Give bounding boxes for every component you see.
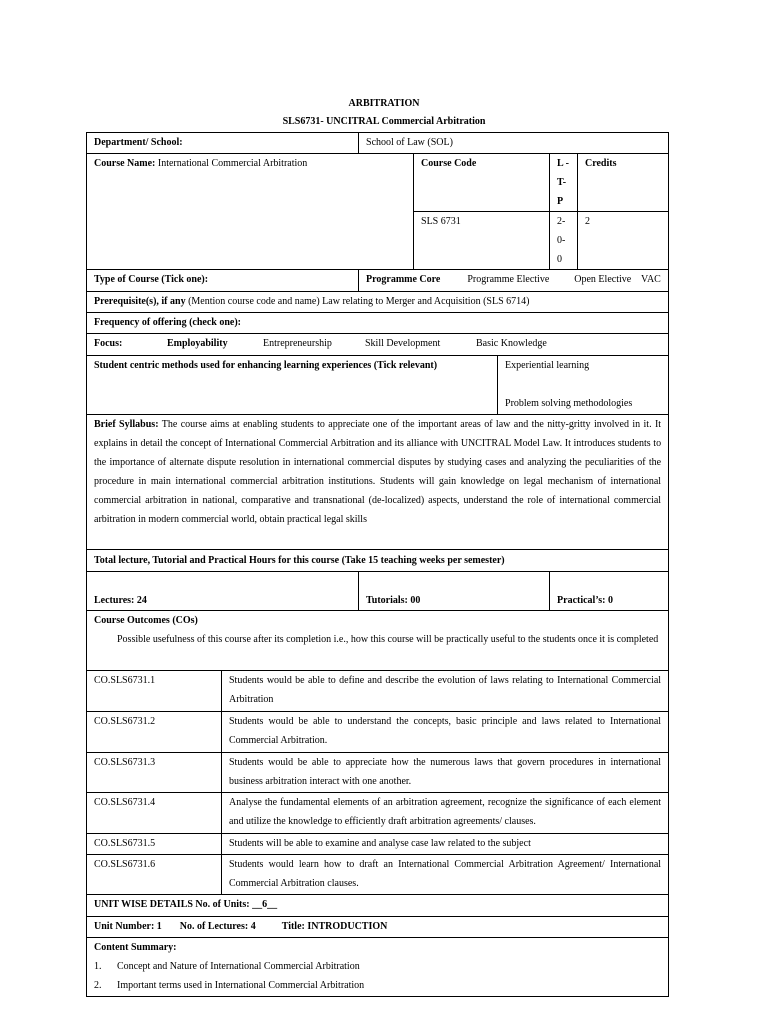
- course-code-value: SLS 6731: [414, 212, 550, 270]
- co-text: Analyse the fundamental elements of an arbitration agreement, recognize the significance of each element and utilize the knowledge to efficiently draft arbitration agreements/ clauses.: [222, 793, 669, 834]
- co-code: CO.SLS6731.2: [87, 712, 222, 753]
- table-row: [87, 753, 669, 793]
- co-code: CO.SLS6731.3: [87, 753, 222, 793]
- co-text: Students will be able to examine and analyse case law related to the subject: [222, 834, 669, 855]
- focus-row: [87, 334, 669, 356]
- content-summary-list: [94, 957, 661, 995]
- practicals-count: Practical’s: 0: [550, 572, 669, 611]
- credits-value: 2: [578, 212, 669, 270]
- list-item: 1. Concept and Nature of International Commercial Arbitration: [94, 961, 360, 972]
- co-code: CO.SLS6731.5: [87, 834, 222, 855]
- content-summary-cell: [87, 938, 669, 997]
- outcomes-label: Course Outcomes (COs): [94, 615, 198, 626]
- option-programme-elective[interactable]: Programme Elective: [467, 274, 550, 285]
- prerequisite-cell: [87, 292, 669, 313]
- prerequisite-value: (Mention course code and name) Law relating to Merger and Acquisition (SLS 6714): [188, 296, 530, 307]
- methods-list: [498, 356, 669, 415]
- units-label: UNIT WISE DETAILS No. of Units: __6__: [87, 895, 669, 917]
- department-value: School of Law (SOL): [359, 133, 669, 154]
- co-code: CO.SLS6731.6: [87, 855, 222, 895]
- course-code-label: Course Code: [414, 154, 550, 212]
- table-row: [87, 834, 669, 855]
- table-row: [87, 671, 669, 712]
- ltp-value: 2-0-0: [550, 212, 578, 270]
- course-name-cell: [87, 154, 414, 270]
- frequency-label: Frequency of offering (check one):: [87, 313, 669, 334]
- option-open-elective[interactable]: Open Elective: [574, 274, 632, 285]
- focus-skill-development[interactable]: Skill Development: [365, 338, 441, 349]
- methods-label: Student centric methods used for enhancing learning experiences (Tick relevant): [87, 356, 498, 415]
- hours-label: Total lecture, Tutorial and Practical Hours for this course (Take 15 teaching weeks per semester): [87, 550, 669, 572]
- list-item: 2. Important terms used in International Commercial Arbitration: [94, 980, 365, 991]
- co-text: Students would be able to understand the concepts, basic principle and laws related to International Commercial Arbitration.: [222, 712, 669, 753]
- unit-lectures: No. of Lectures: 4: [179, 921, 256, 932]
- outcomes-header-cell: [87, 611, 669, 671]
- co-code: CO.SLS6731.1: [87, 671, 222, 712]
- option-vac[interactable]: VAC: [641, 274, 661, 285]
- lectures-count: Lectures: 24: [87, 572, 359, 611]
- content-summary-label: Content Summary:: [94, 942, 177, 953]
- prerequisite-label: Prerequisite(s), if any: [94, 296, 186, 307]
- method-problem-solving: Problem solving methodologies: [505, 398, 633, 409]
- document-title: ARBITRATION: [348, 98, 420, 109]
- outcomes-intro: Possible usefulness of this course after its completion i.e., how this course will be practically useful to the students once it is completed: [117, 634, 659, 645]
- course-name-label: Course Name:: [94, 158, 156, 169]
- tutorials-count: Tutorials: 00: [359, 572, 550, 611]
- credits-label: Credits: [578, 154, 669, 212]
- ltp-label: L -T- P: [550, 154, 578, 212]
- table-row: [87, 855, 669, 895]
- unit-header: [87, 917, 669, 938]
- focus-label: Focus:: [94, 338, 123, 349]
- table-row: [87, 793, 669, 834]
- co-text: Students would be able to define and describe the evolution of laws relating to International Commercial Arbitration: [222, 671, 669, 712]
- focus-basic-knowledge[interactable]: Basic Knowledge: [476, 338, 547, 349]
- unit-number: Unit Number: 1: [94, 921, 162, 932]
- table-row: [87, 712, 669, 753]
- method-experiential-learning: Experiential learning: [505, 360, 590, 371]
- course-type-label: Type of Course (Tick one):: [87, 270, 359, 292]
- unit-title: Title: INTRODUCTION: [281, 921, 388, 932]
- department-label: Department/ School:: [87, 133, 359, 154]
- focus-entrepreneurship[interactable]: Entrepreneurship: [263, 338, 332, 349]
- co-text: Students would be able to appreciate how the numerous laws that govern procedures in international business arbitration interact with one another.: [222, 753, 669, 793]
- option-programme-core[interactable]: Programme Core: [366, 274, 441, 285]
- co-code: CO.SLS6731.4: [87, 793, 222, 834]
- syllabus-text: The course aims at enabling students to appreciate one of the important areas of law and the nitty-gritty involved in it. It explains in detail the concept of International Commercial Arbitration and its alliance with UNCITRAL Model Law. It introduces students to the importance of alternate dispute resolution in international commercial disputes by studying cases and analyzing the peculiarities of the procedure in main international commercial arbitration institutions. Students will gain knowledge on legal mechanism of international commercial arbitration in national, comparative and transnational (de-localized) aspects, understand the role of international commercial arbitration in modern commercial world, obtain practical legal skills: [94, 419, 662, 525]
- document-subtitle: SLS6731- UNCITRAL Commercial Arbitration: [282, 116, 486, 127]
- course-table: [86, 132, 669, 997]
- co-text: Students would learn how to draft an International Commercial Arbitration Agreement/ International Commercial Arbitration clauses.: [222, 855, 669, 895]
- course-name-value: International Commercial Arbitration: [157, 158, 308, 169]
- focus-employability[interactable]: Employability: [167, 338, 228, 349]
- syllabus-cell: [87, 415, 669, 550]
- syllabus-label: Brief Syllabus:: [94, 419, 159, 430]
- course-type-options: [359, 270, 669, 292]
